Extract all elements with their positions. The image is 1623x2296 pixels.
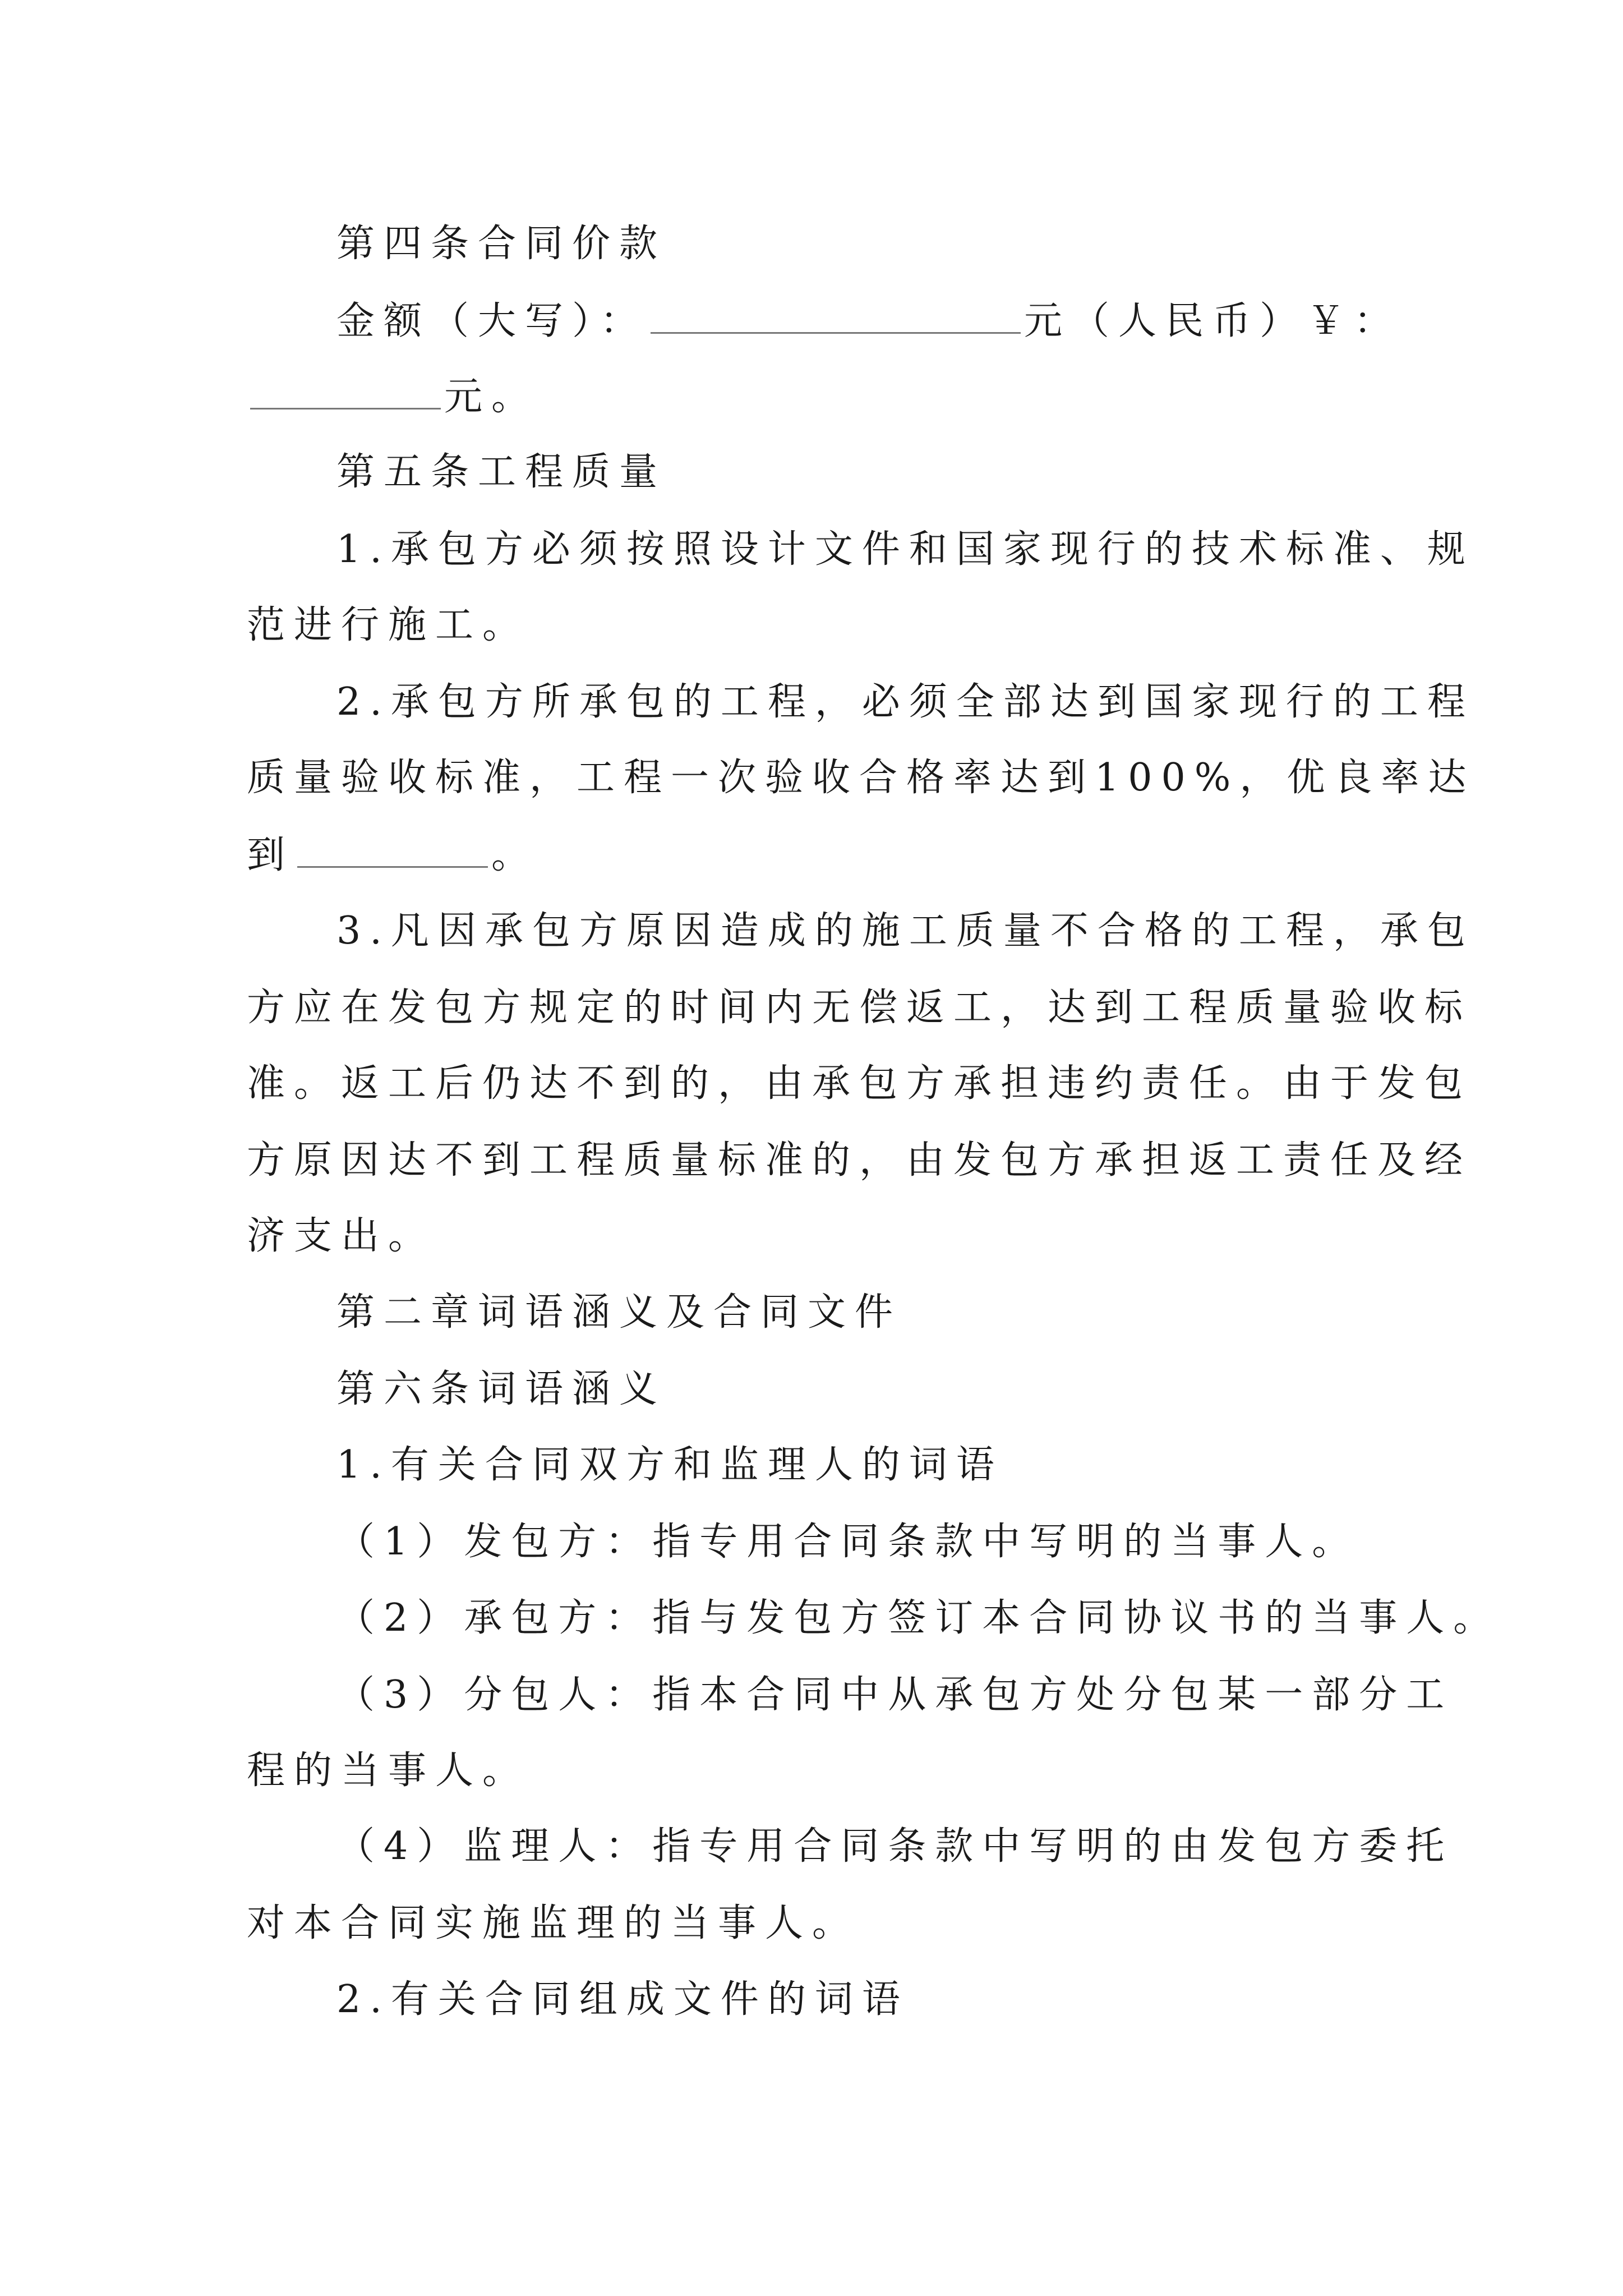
text-line: 第二章词语涵义及合同文件 [336,1290,902,1335]
term-subcontractor [336,1673,1453,1718]
quality-item-3-cont4 [247,1214,435,1259]
amount-in-words-blank[interactable] [651,298,1021,334]
amount-in-figures-blank[interactable] [250,374,441,409]
text-line: 方原因达不到工程质量标准的，由发包方承担返工责任及经 [247,1138,1472,1182]
term-supervisor-cont [247,1901,859,1946]
text-line: 1.有关合同双方和监理人的词语 [336,1443,1003,1487]
quality-item-3 [336,909,1474,954]
amount-line [336,298,1401,343]
quality-item-3-cont2 [247,1061,1472,1106]
text-line: 2.承包方所承包的工程，必须全部达到国家现行的工程 [336,680,1474,724]
text-line: 第六条词语涵义 [336,1367,667,1411]
quality-item-2 [336,680,1474,725]
article-6-heading [336,1367,666,1412]
text-line: 方应在发包方规定的时间内无偿返工，达到工程质量验收标 [247,986,1472,1030]
quality-item-3-cont [247,986,1472,1030]
text-line: 对本合同实施监理的当事人。 [247,1901,860,1945]
text-line: 。 [491,833,539,877]
text-line: （1）发包方：指专用合同条款中写明的当事人。 [336,1520,1359,1564]
text-line: 范进行施工。 [247,603,530,647]
quality-item-1-cont [247,603,529,648]
term-supervisor [336,1824,1453,1869]
terms-item-2 [336,1977,909,2022]
terms-item-1 [336,1443,1003,1488]
text-line: 2.有关合同组成文件的词语 [336,1977,909,2022]
text-line: 第五条工程质量 [336,450,667,494]
quality-item-2-cont [247,756,1475,800]
article-4-heading [336,222,666,266]
text-line: 3.凡因承包方原因造成的施工质量不合格的工程，承包 [336,909,1474,953]
text-line: 第四条合同价款 [336,222,667,266]
text-line: 到 [247,833,294,877]
article-5-heading [336,450,666,495]
text-line: 质量验收标准，工程一次验收合格率达到100%，优良率达 [247,756,1476,800]
excellence-rate-blank[interactable] [297,832,488,868]
term-subcontractor-cont [247,1749,529,1793]
text-line: （4）监理人：指专用合同条款中写明的由发包方委托 [336,1824,1454,1869]
term-employer [336,1520,1359,1565]
quality-item-1 [336,527,1474,572]
term-contractor [336,1596,1500,1641]
text-line: 1.承包方必须按照设计文件和国家现行的技术标准、规 [336,527,1474,572]
chapter-2-heading [336,1290,902,1335]
text-line: 济支出。 [247,1214,436,1258]
amount-label: 金额（大写）： [336,299,648,343]
quality-item-3-cont3 [247,1138,1472,1183]
amount-figures-line [247,374,538,419]
text-line: （2）承包方：指与发包方签订本合同协议书的当事人。 [336,1596,1501,1640]
text-line: 元。 [444,375,539,419]
text-line: （3）分包人：指本合同中从承包方处分包某一部分工 [336,1673,1454,1717]
quality-item-2-cont2 [247,832,538,877]
rmb-label: 元（人民币）￥： [1024,299,1401,343]
text-line: 准。返工后仍达不到的，由承包方承担违约责任。由于发包 [247,1061,1472,1106]
text-line: 程的当事人。 [247,1749,530,1793]
